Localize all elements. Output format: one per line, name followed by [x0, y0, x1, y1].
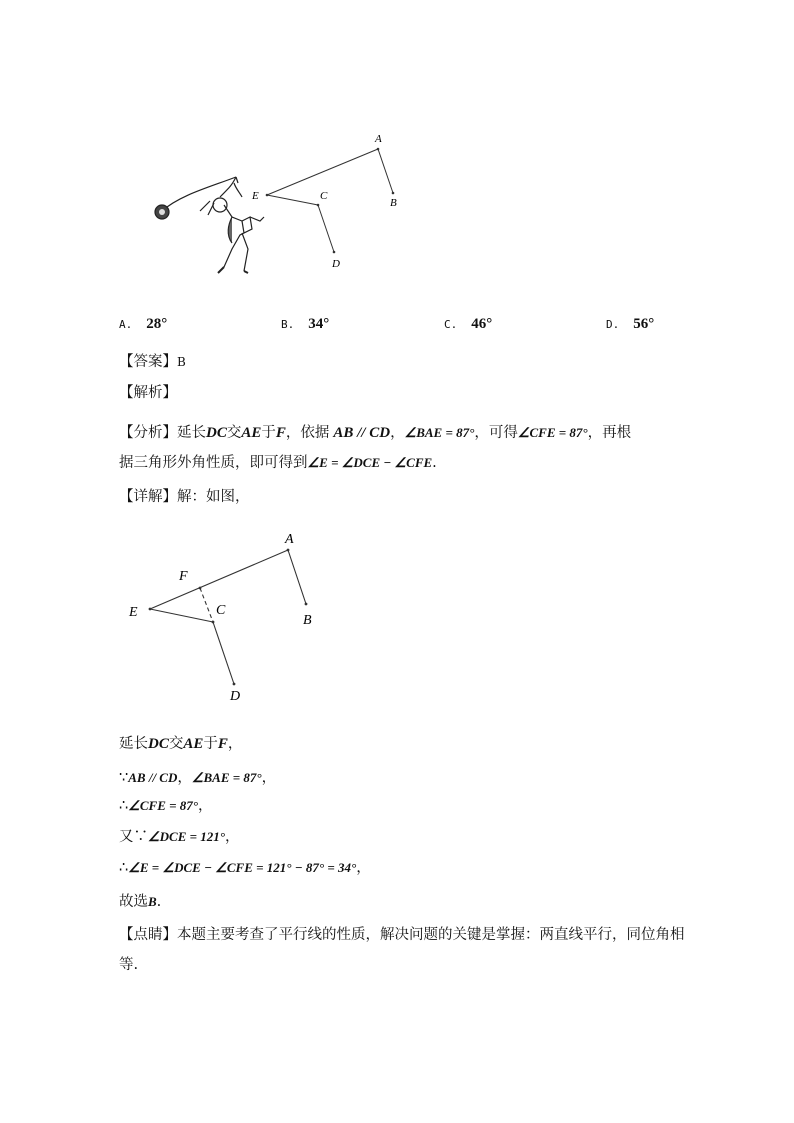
- option-d-value: 56°: [633, 316, 655, 332]
- analysis-text-5: ，: [390, 425, 405, 441]
- comment-line-1: [119, 925, 685, 945]
- step-6-choice: B: [148, 894, 157, 909]
- analysis-text-4: ，依据: [285, 425, 330, 441]
- answer-tag: 【答案】: [119, 354, 177, 370]
- step-5: [119, 858, 371, 878]
- analysis-text-3: 于: [261, 425, 276, 441]
- option-d-letter: D.: [606, 318, 620, 331]
- step-2-because: ∵: [119, 770, 129, 786]
- option-c-value: 46°: [471, 316, 493, 332]
- fig1-label-c: C: [320, 190, 328, 202]
- comment-text-2: 等.: [119, 957, 139, 973]
- analysis-text-6: ，可得: [474, 425, 518, 441]
- step-6-text-c: .: [156, 894, 162, 910]
- step-3-therefore: ∴: [119, 798, 129, 814]
- figure-1: [140, 125, 420, 275]
- option-a-value: 28°: [146, 316, 168, 332]
- jiexi-heading: [119, 383, 177, 403]
- fig2-label-a: A: [285, 532, 294, 547]
- option-c-letter: C.: [444, 318, 458, 331]
- step-4-end: ，: [225, 829, 240, 845]
- analysis-tag: 【分析】: [119, 425, 177, 441]
- step-4: [119, 827, 240, 847]
- option-a-letter: A.: [119, 318, 133, 331]
- math-formula: ∠E = ∠DCE − ∠CFE: [307, 455, 433, 470]
- step-2-end: ，: [261, 770, 277, 786]
- step-1-ae: AE: [183, 736, 204, 752]
- step-2-parallel: AB // CD: [128, 770, 178, 785]
- step-3-end: ，: [198, 798, 213, 814]
- math-parallel: AB // CD: [333, 425, 391, 441]
- comment-line-2: [119, 955, 138, 975]
- step-1-text-b: 交: [168, 736, 184, 752]
- option-b: [281, 316, 329, 333]
- segment-cd: [213, 622, 234, 684]
- fig2-label-e: E: [129, 605, 138, 620]
- step-1-dc: DC: [148, 736, 169, 752]
- step-5-end: ，: [356, 860, 371, 876]
- answer-line: [119, 352, 186, 372]
- answer-value: B: [177, 355, 186, 369]
- math-dc: DC: [206, 425, 227, 441]
- detail-tag: 【详解】: [119, 489, 177, 505]
- analysis-text-2: 交: [226, 425, 242, 441]
- fig2-label-b: B: [303, 613, 312, 628]
- segment-ec: [150, 609, 213, 622]
- step-6-text-a: 故选: [119, 894, 148, 910]
- detail-heading: [119, 487, 250, 507]
- segment-ea: [150, 550, 288, 609]
- step-1-text-c: 于: [203, 736, 218, 752]
- step-2: [119, 768, 276, 788]
- comment-tag: 【点睛】: [119, 927, 177, 943]
- step-1: [119, 734, 242, 754]
- step-4-dce: ∠DCE = 121°: [148, 829, 225, 844]
- analysis-line-1: [119, 423, 631, 443]
- step-6: [119, 892, 161, 912]
- math-ae: AE: [241, 425, 262, 441]
- step-4-pre: 又∵: [119, 829, 148, 845]
- fig1-label-a: A: [375, 133, 382, 145]
- fig1-label-b: B: [390, 197, 397, 209]
- fig1-label-d: D: [332, 258, 340, 270]
- step-5-equation: ∠E = ∠DCE − ∠CFE = 121° − 87° = 34°: [128, 860, 357, 875]
- step-3-cfe: ∠CFE = 87°: [128, 798, 199, 813]
- detail-text: 解：如图，: [177, 489, 250, 505]
- analysis-line-2: [119, 453, 437, 473]
- analysis-text-8: 据三角形外角性质，即可得到: [119, 455, 308, 471]
- fig2-label-c: C: [216, 603, 226, 618]
- step-5-therefore: ∴: [119, 860, 129, 876]
- option-c: [444, 316, 492, 333]
- math-bae: ∠BAE = 87°: [404, 425, 475, 440]
- option-a: [119, 316, 167, 333]
- math-cfe: ∠CFE = 87°: [517, 425, 588, 440]
- step-2-sep: ，: [177, 770, 192, 786]
- step-1-f: F: [217, 736, 228, 752]
- figure-2: [120, 525, 340, 710]
- segment-ab: [288, 550, 306, 604]
- dancer-illustration: [155, 177, 264, 273]
- analysis-text-1: 延长: [177, 425, 206, 441]
- step-1-text-d: ，: [227, 736, 243, 752]
- fig2-label-f: F: [179, 569, 188, 584]
- option-b-value: 34°: [308, 316, 330, 332]
- segment-fc-dashed: [200, 588, 213, 622]
- analysis-text-7: ，再根: [587, 425, 632, 441]
- fig1-label-e: E: [252, 190, 259, 202]
- math-f: F: [275, 425, 286, 441]
- fig2-label-d: D: [230, 689, 241, 704]
- step-1-text-a: 延长: [119, 736, 148, 752]
- comment-text-1: 本题主要考查了平行线的性质，解决问题的关键是掌握：两直线平行，同位角相: [177, 927, 685, 943]
- option-d: [606, 316, 654, 333]
- option-b-letter: B.: [281, 318, 295, 331]
- step-3: [119, 796, 213, 816]
- figure-1-lines: [267, 149, 393, 252]
- analysis-text-9: .: [432, 455, 437, 471]
- step-2-bae: ∠BAE = 87°: [191, 770, 262, 785]
- jiexi-tag: 【解析】: [119, 385, 177, 401]
